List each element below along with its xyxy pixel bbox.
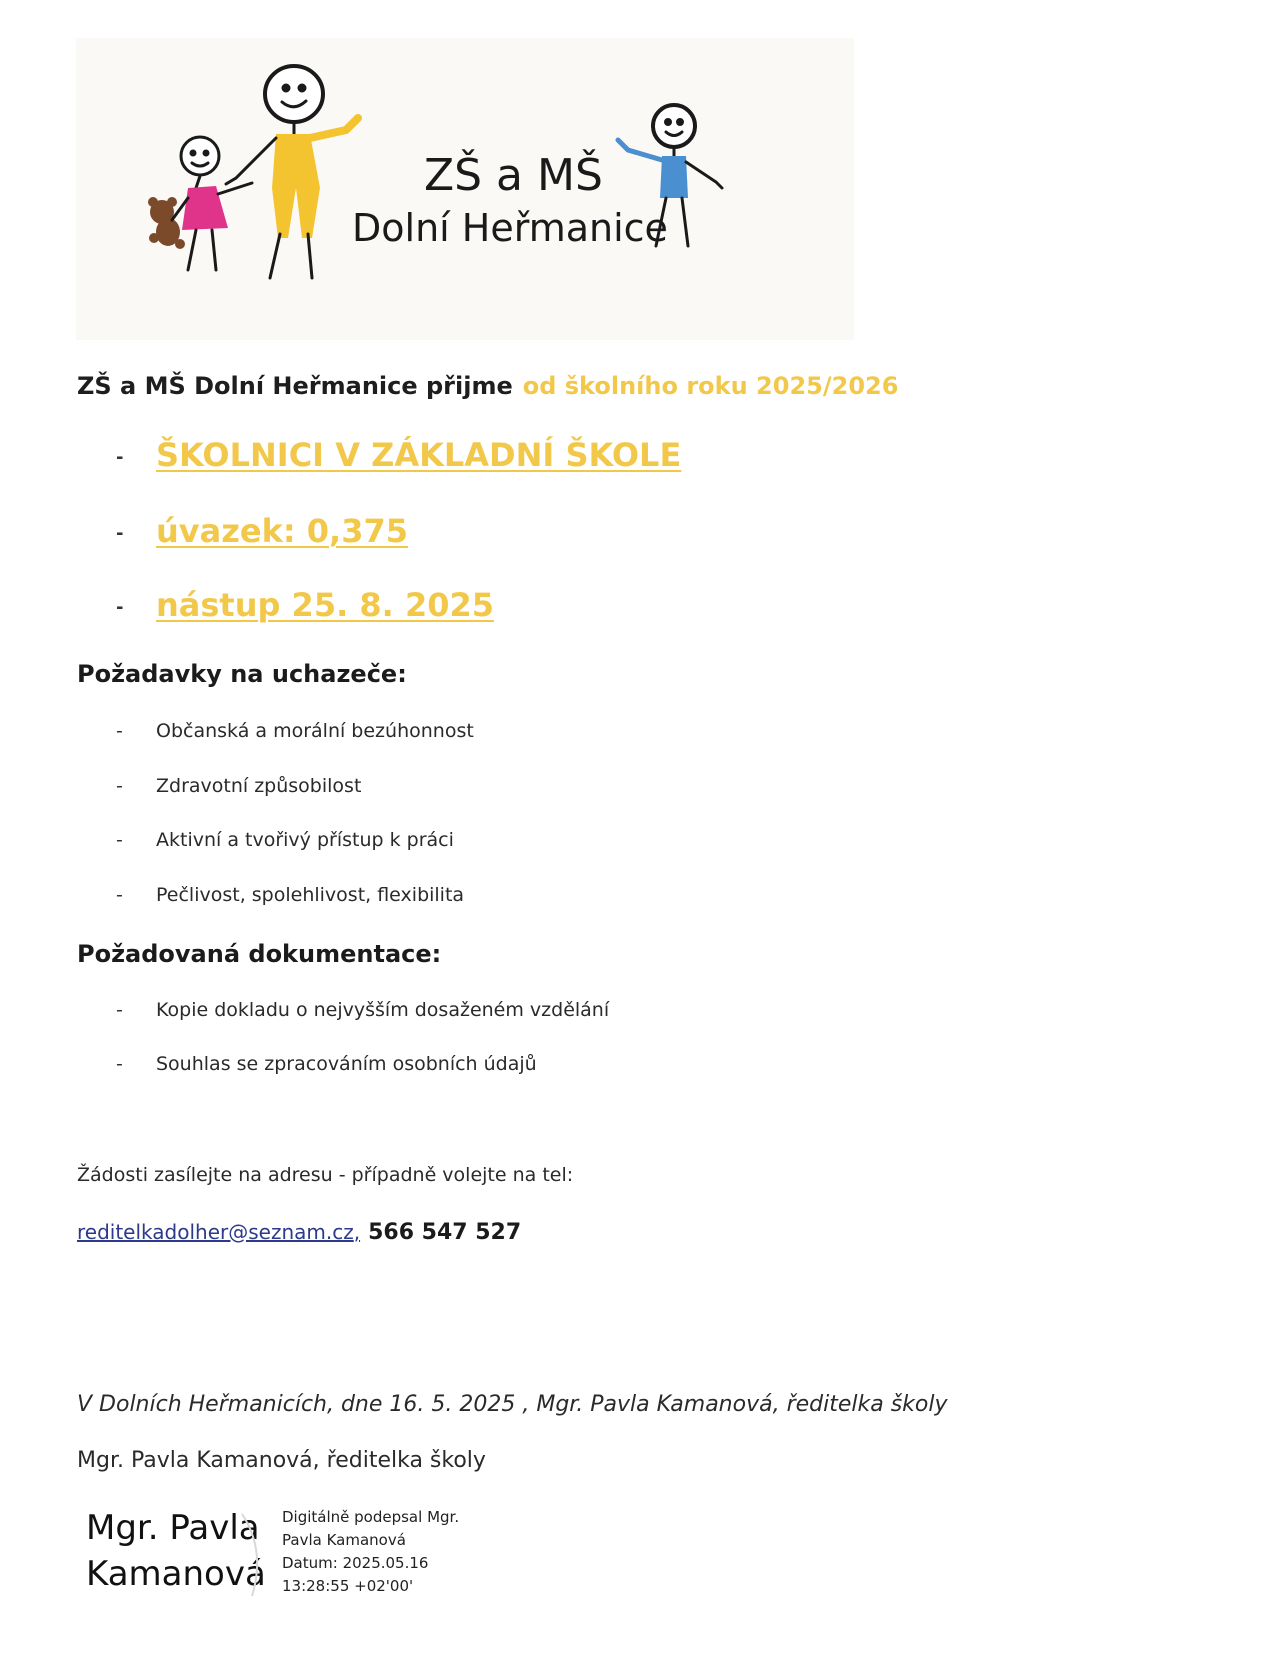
bullet-dash: -	[116, 829, 123, 851]
position-bullet-workload	[116, 512, 408, 550]
signature-detail-line: 13:28:55 +02'00'	[282, 1577, 414, 1595]
signature-name-line2: Kamanová	[86, 1554, 266, 1594]
requirement-text: Aktivní a tvořivý přístup k práci	[156, 829, 454, 851]
intro-accent: od školního roku 2025/2026	[522, 372, 899, 400]
requirement-item	[116, 775, 361, 797]
signature-detail-line: Digitálně podepsal Mgr.	[282, 1508, 460, 1526]
teddy-bear-icon	[148, 197, 185, 249]
requirement-text: Pečlivost, spolehlivost, flexibilita	[156, 884, 465, 906]
contact-note: Žádosti zasílejte na adresu - případně volejte na tel:	[77, 1164, 574, 1186]
requirements-title: Požadavky na uchazeče:	[77, 660, 407, 688]
position-bullet-start	[116, 586, 494, 624]
bullet-dash: -	[116, 884, 123, 906]
logo-title-line2: Dolní Heřmanice	[352, 206, 668, 250]
girl-figure-icon	[172, 137, 252, 270]
position-bullet-role	[116, 436, 681, 474]
requirement-item	[116, 884, 464, 906]
contact-comma: ,	[353, 1220, 361, 1244]
documentation-text: Kopie dokladu o nejvyšším dosaženém vzdělání	[156, 999, 610, 1021]
position-role-text: ŠKOLNICI V ZÁKLADNÍ ŠKOLE	[156, 436, 682, 474]
documentation-item	[116, 999, 609, 1021]
adult-figure-icon	[226, 66, 358, 278]
signature-detail-line: Pavla Kamanová	[282, 1531, 406, 1549]
documentation-text: Souhlas se zpracováním osobních údajů	[156, 1053, 537, 1075]
bullet-dash: -	[116, 446, 124, 468]
position-start-text: nástup 25. 8. 2025	[156, 586, 494, 624]
bullet-dash: -	[116, 596, 124, 618]
signoff-place-date: V Dolních Heřmanicích, dne 16. 5. 2025 , Mgr. Pavla Kamanová, ředitelka školy	[77, 1392, 948, 1417]
requirement-text: Zdravotní způsobilost	[156, 775, 362, 797]
signature-detail-line: Datum: 2025.05.16	[282, 1554, 429, 1572]
contact-line	[77, 1220, 521, 1245]
school-logo	[76, 38, 854, 340]
intro-line	[77, 372, 898, 400]
email-link[interactable]: reditelkadolher@seznam.cz	[77, 1220, 354, 1244]
bullet-dash: -	[116, 775, 123, 797]
intro-text: ZŠ a MŠ Dolní Heřmanice přijme	[77, 372, 513, 400]
logo-title-line1: ZŠ a MŠ	[424, 150, 603, 201]
phone-number: 566 547 527	[368, 1220, 522, 1245]
requirement-text: Občanská a morální bezúhonnost	[156, 720, 474, 742]
bullet-dash: -	[116, 720, 123, 742]
position-workload-text: úvazek: 0,375	[156, 512, 408, 550]
documentation-item	[116, 1053, 537, 1075]
bullet-dash: -	[116, 1053, 123, 1075]
requirement-item	[116, 720, 474, 742]
bullet-dash: -	[116, 522, 124, 544]
signature-name-line1: Mgr. Pavla	[86, 1508, 260, 1548]
documentation-title: Požadovaná dokumentace:	[77, 940, 442, 968]
signature-mark-icon	[232, 1510, 272, 1600]
bullet-dash: -	[116, 999, 123, 1021]
signer-name: Mgr. Pavla Kamanová, ředitelka školy	[77, 1448, 486, 1473]
requirement-item	[116, 829, 454, 851]
